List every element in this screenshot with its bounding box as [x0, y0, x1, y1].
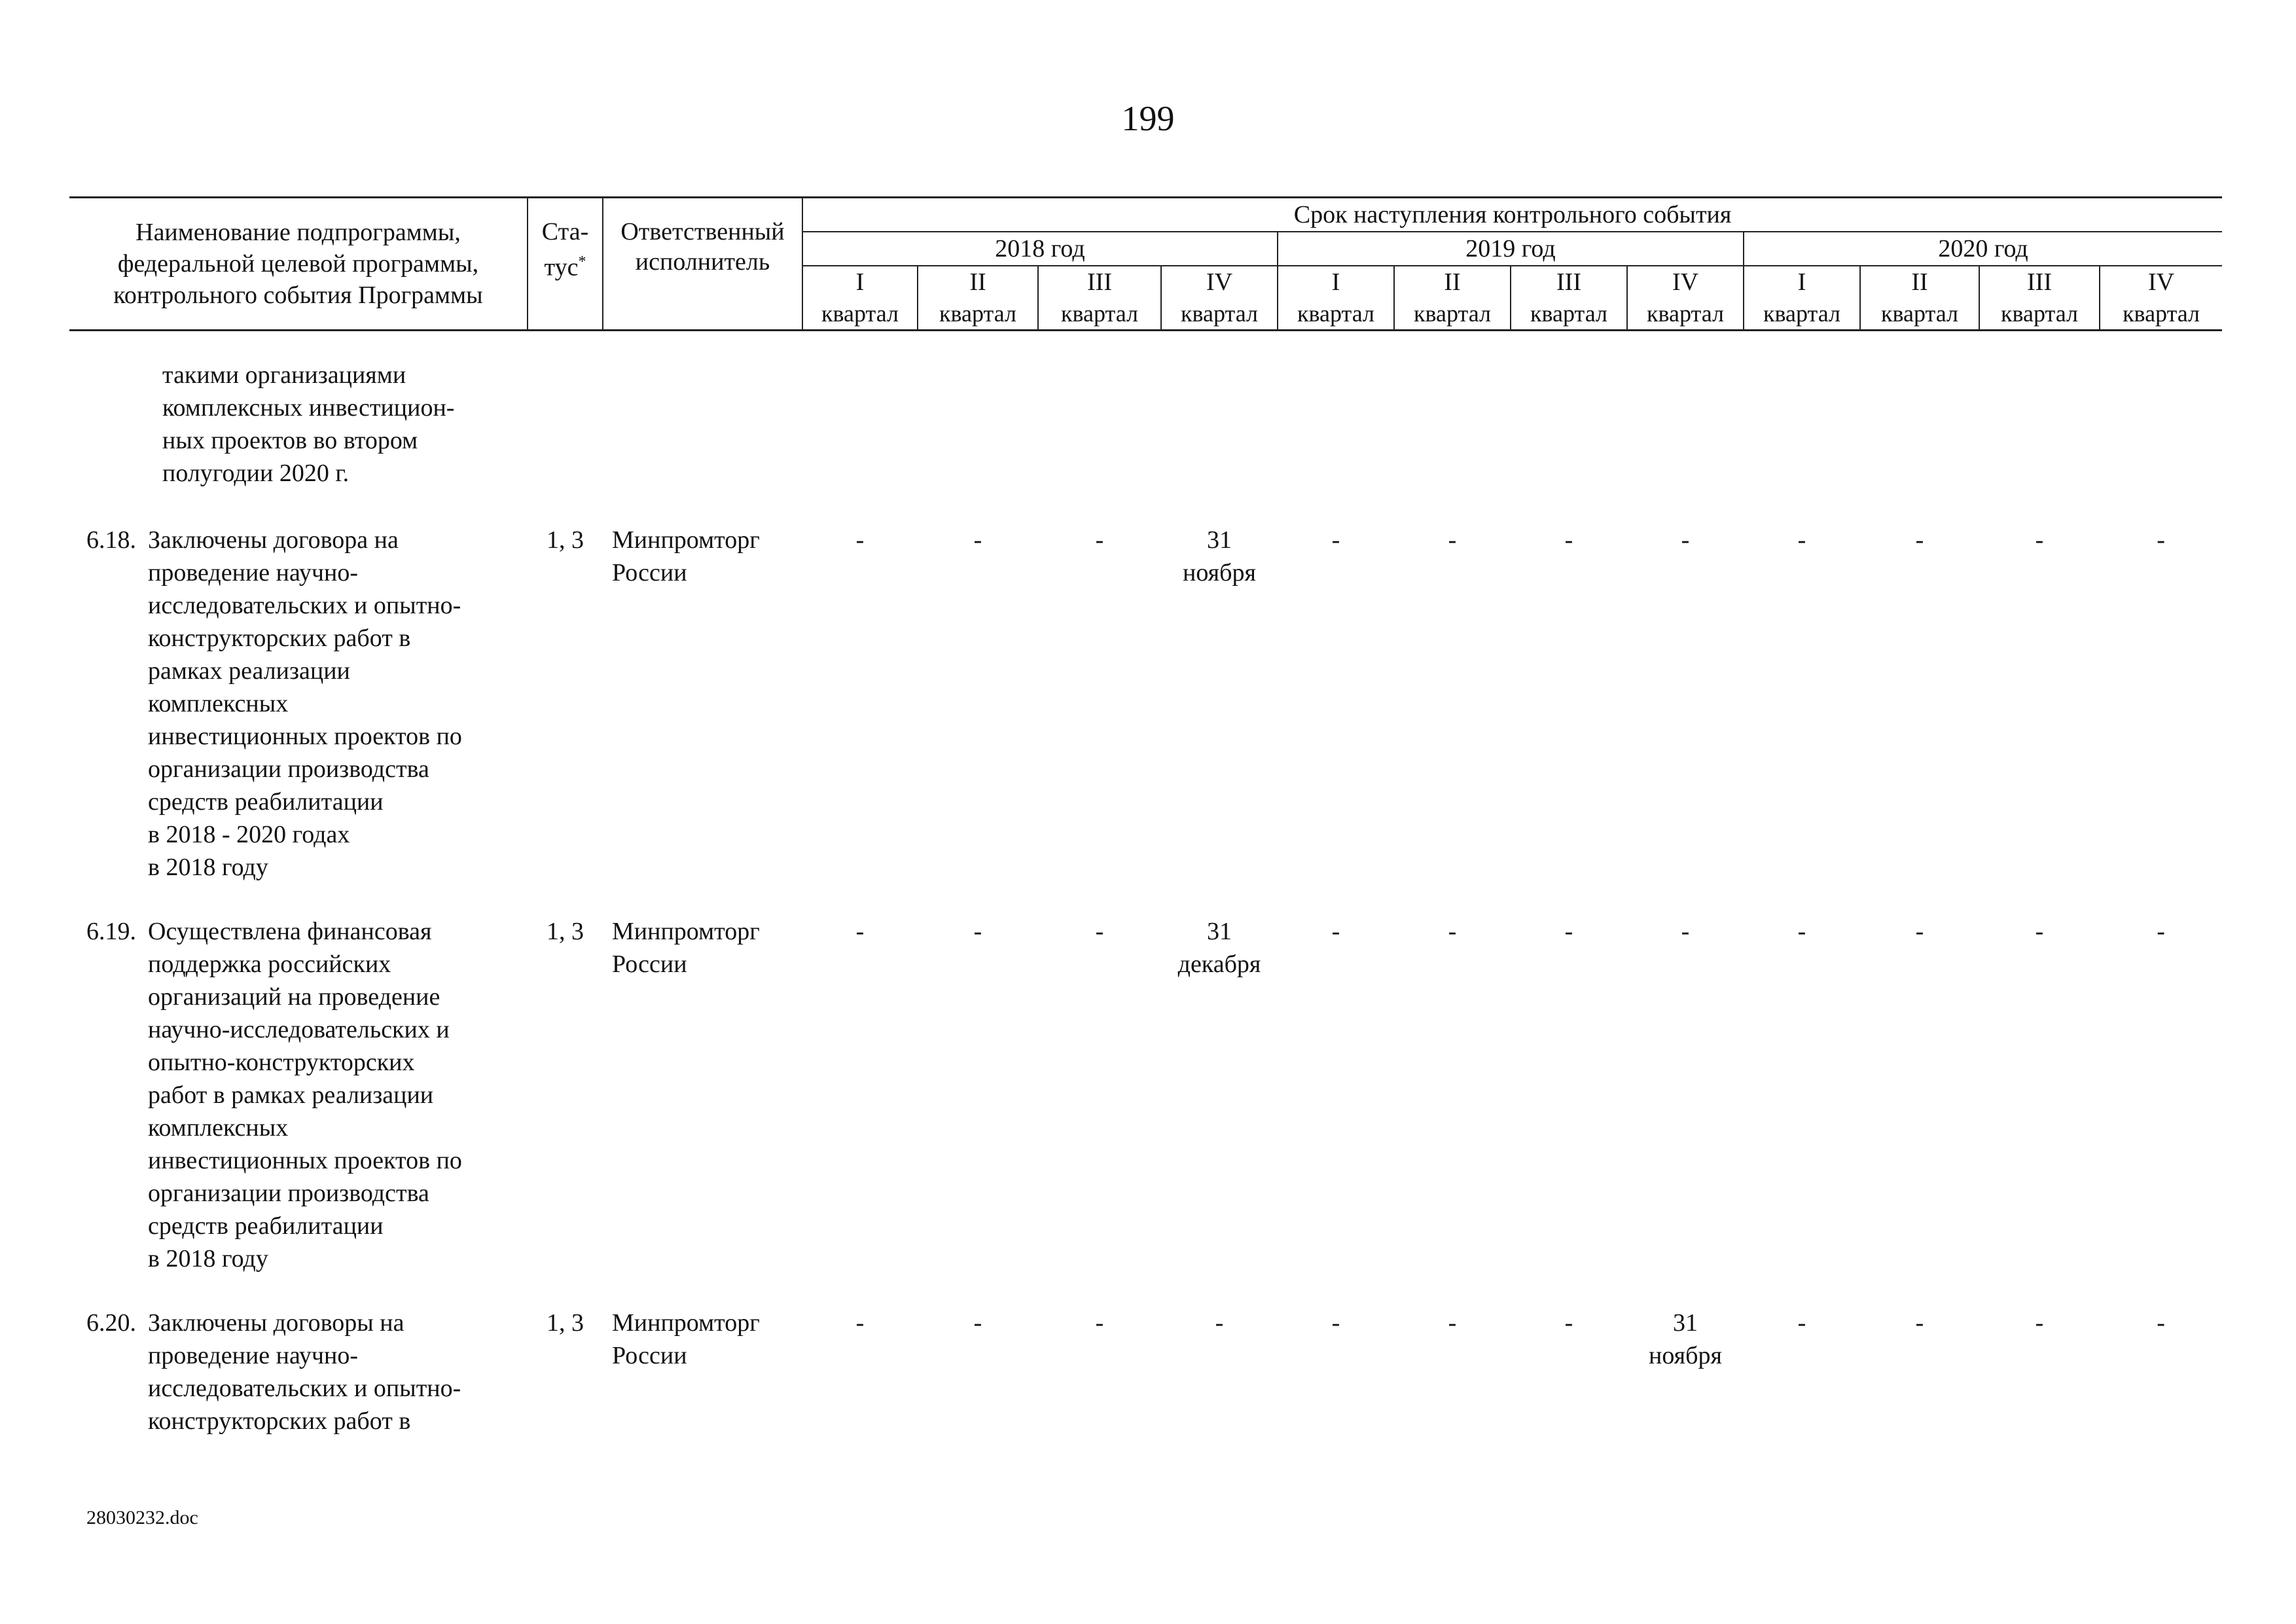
event-title-line: Осуществлена финансовая — [148, 918, 432, 945]
header-quarter-number: IV — [2100, 266, 2222, 298]
header-quarter-number: III — [1511, 266, 1627, 298]
quarter-cell — [1038, 1307, 1161, 1469]
event-title-line: организации производства — [148, 755, 429, 783]
event-name-cell — [69, 915, 528, 1307]
continuation-line: комплексных инвестицион- — [162, 394, 455, 422]
event-responsible-line: Минпромторг — [612, 526, 760, 554]
quarter-cell — [1394, 524, 1511, 915]
quarter-cell — [1394, 1307, 1511, 1469]
event-number: 6.20. — [86, 1309, 136, 1337]
header-year-2019: 2019 год — [1278, 232, 1744, 266]
quarter-cell — [1627, 1307, 1744, 1469]
event-name-cell — [69, 524, 528, 915]
header-quarter-label: квартал — [918, 298, 1038, 331]
event-title-line: средств реабилитации — [148, 788, 384, 816]
header-quarter-label: квартал — [802, 298, 918, 331]
header-quarter-number: II — [918, 266, 1038, 298]
quarter-cell — [2100, 915, 2222, 1307]
quarter-cell — [1278, 1307, 1394, 1469]
quarter-cell — [918, 1307, 1038, 1469]
quarter-cell-line: - — [2035, 918, 2044, 945]
header-quarter-number: III — [1979, 266, 2100, 298]
quarter-cell-line: - — [1448, 526, 1457, 554]
event-title-line: Заключены договора на — [148, 526, 399, 554]
quarter-cell-line: 31 — [1207, 918, 1232, 945]
event-title-line: комплексных — [148, 690, 289, 717]
quarter-cell-line: - — [1448, 918, 1457, 945]
event-title-line: научно-исследовательских и — [148, 1016, 450, 1043]
quarter-cell — [1627, 915, 1744, 1307]
quarter-cell-line: - — [1095, 1309, 1104, 1337]
event-responsible-line: Минпромторг — [612, 1309, 760, 1337]
header-responsible-line: исполнитель — [635, 248, 770, 276]
event-status: 1, 3 — [547, 1309, 584, 1337]
quarter-cell — [1394, 915, 1511, 1307]
header-quarter-label: квартал — [1860, 298, 1979, 331]
event-status: 1, 3 — [547, 526, 584, 554]
event-responsible-line: России — [612, 559, 687, 586]
header-quarter-label: квартал — [1394, 298, 1511, 331]
quarter-cell-line: - — [1448, 1309, 1457, 1337]
quarter-cell-line: - — [2157, 1309, 2165, 1337]
quarter-cell-line: - — [855, 1309, 865, 1337]
event-title-line: проведение научно- — [148, 1342, 359, 1369]
quarter-cell-line: декабря — [1177, 950, 1261, 978]
header-quarter-number: II — [1394, 266, 1511, 298]
quarter-cell-line: - — [1797, 526, 1806, 554]
event-title — [148, 524, 528, 884]
event-responsible — [603, 524, 802, 915]
event-title-line: работ в рамках реализации — [148, 1081, 434, 1109]
event-title-line: в 2018 году — [148, 1245, 268, 1272]
quarter-cell-line: - — [1797, 1309, 1806, 1337]
quarter-cell-line: - — [855, 918, 865, 945]
event-title-line: организаций на проведение — [148, 983, 440, 1011]
quarter-cell — [1161, 915, 1278, 1307]
event-title-line: комплексных — [148, 1114, 289, 1142]
header-status-line: Ста- — [541, 218, 589, 245]
quarter-cell-line: ноября — [1183, 559, 1256, 586]
header-name-column — [69, 198, 528, 331]
header-name-line: Наименование подпрограммы, — [135, 219, 461, 246]
event-status: 1, 3 — [547, 918, 584, 945]
quarter-cell-line: - — [2157, 918, 2165, 945]
quarter-cell — [1979, 915, 2100, 1307]
continuation-text — [69, 331, 528, 524]
quarter-cell-line: 31 — [1207, 526, 1232, 554]
event-title-line: Заключены договоры на — [148, 1309, 404, 1337]
header-responsible-line: Ответственный — [620, 218, 785, 245]
quarter-cell — [918, 524, 1038, 915]
event-title-line: исследовательских и опытно- — [148, 1375, 461, 1402]
quarter-cell — [1511, 1307, 1627, 1469]
header-quarter-number: I — [1744, 266, 1860, 298]
quarter-cell — [1744, 1307, 1860, 1469]
event-title-line: проведение научно- — [148, 559, 359, 586]
quarter-cell — [1511, 915, 1627, 1307]
quarter-cell — [1860, 524, 1979, 915]
event-responsible — [603, 915, 802, 1307]
quarter-cell — [1038, 915, 1161, 1307]
header-quarter-label: квартал — [1161, 298, 1278, 331]
quarter-cell-line: - — [1331, 918, 1340, 945]
event-title-line: организации производства — [148, 1180, 429, 1207]
event-title-line: в 2018 году — [148, 854, 268, 881]
quarter-cell — [1979, 524, 2100, 915]
header-year-2020: 2020 год — [1744, 232, 2222, 266]
table-body — [69, 331, 2222, 1470]
event-row — [69, 1307, 2222, 1469]
quarter-cell — [802, 1307, 918, 1469]
page-number: 199 — [1121, 99, 1175, 138]
event-title-line: инвестиционных проектов по — [148, 1147, 462, 1174]
quarter-cell — [1278, 915, 1394, 1307]
header-status-line: тус — [544, 253, 579, 281]
quarter-cell-line: - — [1681, 526, 1690, 554]
quarter-cell — [1744, 524, 1860, 915]
event-name-cell — [69, 1307, 528, 1469]
quarter-cell — [1161, 524, 1278, 915]
quarter-cell — [802, 915, 918, 1307]
header-name-line: контрольного события Программы — [113, 281, 483, 309]
control-events-table — [69, 196, 2220, 1469]
quarter-cell-line: ноября — [1649, 1342, 1722, 1369]
quarter-cell-line: - — [1681, 918, 1690, 945]
header-quarter-label: квартал — [1627, 298, 1744, 331]
document-id: 28030232.doc — [86, 1507, 198, 1528]
event-title-line: поддержка российских — [148, 950, 391, 978]
quarter-cell — [802, 524, 918, 915]
event-number: 6.18. — [86, 526, 136, 554]
quarter-cell — [2100, 1307, 2222, 1469]
event-responsible-line: Минпромторг — [612, 918, 760, 945]
event-title-line: инвестиционных проектов по — [148, 723, 462, 750]
quarter-cell-line: - — [1797, 918, 1806, 945]
event-number: 6.19. — [86, 918, 136, 945]
event-row — [69, 524, 2222, 915]
quarter-cell-line: - — [1915, 526, 1924, 554]
quarter-cell-line: - — [1331, 1309, 1340, 1337]
quarter-cell-line: - — [2035, 1309, 2044, 1337]
quarter-cell — [1979, 1307, 2100, 1469]
quarter-cell — [2100, 524, 2222, 915]
header-status-column — [528, 198, 603, 331]
header-deadline-title: Срок наступления контрольного события — [802, 198, 2222, 232]
quarter-cell-line: - — [1095, 526, 1104, 554]
continuation-line: ных проектов во втором — [162, 427, 418, 454]
quarter-cell — [1038, 524, 1161, 915]
quarter-cell-line: 31 — [1673, 1309, 1698, 1337]
header-quarter-label: квартал — [1979, 298, 2100, 331]
header-quarter-number: II — [1860, 266, 1979, 298]
header-quarter-label: квартал — [1511, 298, 1627, 331]
quarter-cell — [1860, 1307, 1979, 1469]
quarter-cell-line: - — [1915, 918, 1924, 945]
header-responsible-column — [603, 198, 802, 331]
event-row — [69, 915, 2222, 1307]
continuation-line: полугодии 2020 г. — [162, 460, 350, 487]
quarter-cell-line: - — [855, 526, 865, 554]
event-title-line: конструкторских работ в — [148, 624, 411, 652]
event-title-line: средств реабилитации — [148, 1212, 384, 1240]
quarter-cell — [1161, 1307, 1278, 1469]
quarter-cell — [1860, 915, 1979, 1307]
event-title — [148, 1307, 528, 1437]
event-title — [148, 915, 528, 1275]
event-responsible-line: России — [612, 1342, 687, 1369]
header-quarter-number: I — [802, 266, 918, 298]
quarter-cell — [918, 915, 1038, 1307]
quarter-cell — [1744, 915, 1860, 1307]
header-quarter-number: III — [1038, 266, 1161, 298]
header-quarter-number: IV — [1627, 266, 1744, 298]
quarter-cell-line: - — [2035, 526, 2044, 554]
quarter-cell-line: - — [1331, 526, 1340, 554]
continuation-line: такими организациями — [162, 361, 406, 389]
event-title-line: в 2018 - 2020 годах — [148, 821, 350, 848]
header-quarter-label: квартал — [1744, 298, 1860, 331]
event-title-line: исследовательских и опытно- — [148, 592, 461, 619]
quarter-cell-line: - — [973, 918, 982, 945]
header-quarter-number: I — [1278, 266, 1394, 298]
quarter-cell-line: - — [1915, 1309, 1924, 1337]
quarter-cell — [1511, 524, 1627, 915]
event-responsible — [603, 1307, 802, 1469]
header-quarter-label: квартал — [2100, 298, 2222, 331]
header-quarter-number: IV — [1161, 266, 1278, 298]
event-title-line: рамках реализации — [148, 657, 350, 685]
quarter-cell-line: - — [973, 1309, 982, 1337]
quarter-cell-line: - — [1564, 1309, 1573, 1337]
quarter-cell-line: - — [1564, 526, 1573, 554]
continuation-row — [69, 331, 2222, 524]
quarter-cell-line: - — [1215, 1309, 1224, 1337]
event-responsible-line: России — [612, 950, 687, 978]
quarter-cell-line: - — [2157, 526, 2165, 554]
event-title-line: опытно-конструкторских — [148, 1049, 415, 1076]
quarter-cell — [1278, 524, 1394, 915]
header-quarter-label: квартал — [1038, 298, 1161, 331]
quarter-cell-line: - — [1564, 918, 1573, 945]
header-status-footnote-mark: * — [578, 253, 586, 270]
header-year-2018: 2018 год — [802, 232, 1278, 266]
header-quarter-label: квартал — [1278, 298, 1394, 331]
quarter-cell — [1627, 524, 1744, 915]
event-title-line: конструкторских работ в — [148, 1407, 411, 1435]
quarter-cell-line: - — [973, 526, 982, 554]
quarter-cell-line: - — [1095, 918, 1104, 945]
header-name-line: федеральной целевой программы, — [117, 250, 479, 278]
